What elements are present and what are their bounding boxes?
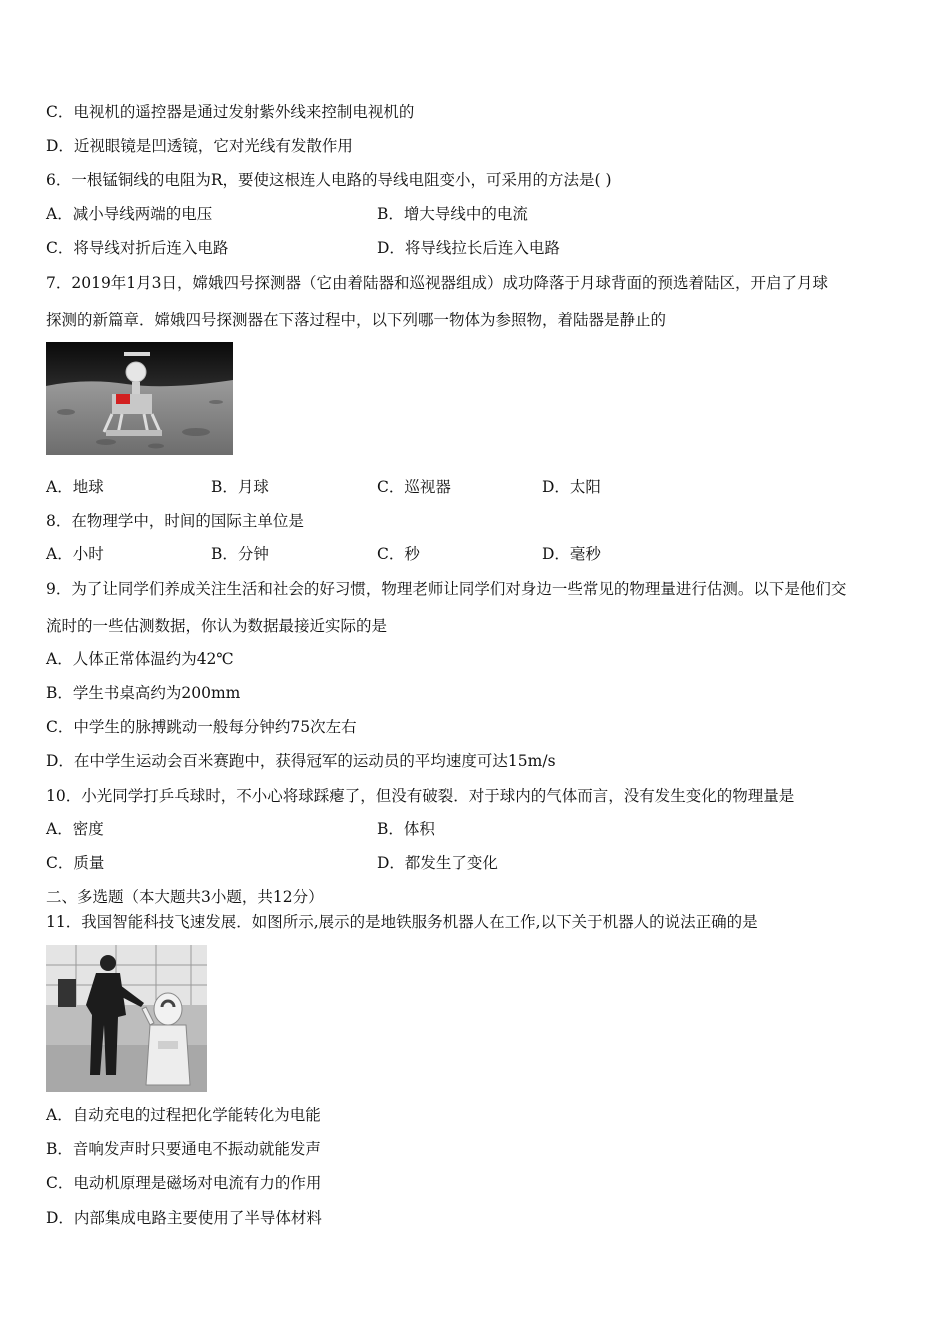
q8-option-d: D．毫秒 xyxy=(542,545,601,563)
q6-stem: 6．一根锰铜线的电阻为R，要使这根连人电路的导线电阻变小，可采用的方法是( ) xyxy=(46,171,612,189)
q9-option-b: B．学生书桌高约为200mm xyxy=(46,684,241,702)
q10-stem: 10．小光同学打乒乓球时，不小心将球踩瘪了，但没有破裂．对于球内的气体而言，没有发生变化的物理量是 xyxy=(46,787,795,805)
q6-option-c: C．将导线对折后连入电路 xyxy=(46,239,229,257)
q9-stem-line1: 9．为了让同学们养成关注生活和社会的好习惯，物理老师让同学们对身边一些常见的物理量进行估测。以下是他们交 xyxy=(46,580,847,598)
q7-option-d: D．太阳 xyxy=(542,478,601,496)
q9-option-a: A．人体正常体温约为42℃ xyxy=(46,650,234,668)
section-heading-multiple-choice: 二、多选题（本大题共3小题，共12分） xyxy=(46,888,324,906)
q9-option-d: D．在中学生运动会百米赛跑中，获得冠军的运动员的平均速度可达15m/s xyxy=(46,752,556,770)
q10-option-d: D．都发生了变化 xyxy=(377,854,498,872)
q6-option-b: B．增大导线中的电流 xyxy=(377,205,528,223)
q6-option-d: D．将导线拉长后连入电路 xyxy=(377,239,560,257)
q11-option-c: C．电动机原理是磁场对电流有力的作用 xyxy=(46,1174,322,1192)
q7-option-a: A．地球 xyxy=(46,478,104,496)
q8-option-a: A．小时 xyxy=(46,545,104,563)
q11-option-b: B．音响发声时只要通电不振动就能发声 xyxy=(46,1140,321,1158)
q7-stem-line2: 探测的新篇章．嫦娥四号探测器在下落过程中，以下列哪一物体为参照物，着陆器是静止的 xyxy=(46,311,667,329)
q8-stem: 8．在物理学中，时间的国际主单位是 xyxy=(46,512,304,530)
q10-option-a: A．密度 xyxy=(46,820,104,838)
q9-option-c: C．中学生的脉搏跳动一般每分钟约75次左右 xyxy=(46,718,357,736)
q5-option-c: C．电视机的遥控器是通过发射紫外线来控制电视机的 xyxy=(46,103,415,121)
q9-stem-line2: 流时的一些估测数据，你认为数据最接近实际的是 xyxy=(46,617,388,635)
q7-stem-line1: 7．2019年1月3日，嫦娥四号探测器（它由着陆器和巡视器组成）成功降落于月球背面的预选着陆区，开启了月球 xyxy=(46,274,829,292)
q5-option-d: D．近视眼镜是凹透镜，它对光线有发散作用 xyxy=(46,137,353,155)
q7-option-b: B．月球 xyxy=(211,478,269,496)
q11-stem: 11．我国智能科技飞速发展．如图所示,展示的是地铁服务机器人在工作,以下关于机器人的说法正确的是 xyxy=(46,913,758,931)
moon-lander-photo xyxy=(46,342,233,455)
subway-robot-photo xyxy=(46,945,207,1092)
q8-option-c: C．秒 xyxy=(377,545,420,563)
q6-option-a: A．减小导线两端的电压 xyxy=(46,205,213,223)
q7-option-c: C．巡视器 xyxy=(377,478,451,496)
q10-option-c: C．质量 xyxy=(46,854,105,872)
q8-option-b: B．分钟 xyxy=(211,545,269,563)
q11-option-d: D．内部集成电路主要使用了半导体材料 xyxy=(46,1209,322,1227)
q11-option-a: A．自动充电的过程把化学能转化为电能 xyxy=(46,1106,321,1124)
q10-option-b: B．体积 xyxy=(377,820,435,838)
